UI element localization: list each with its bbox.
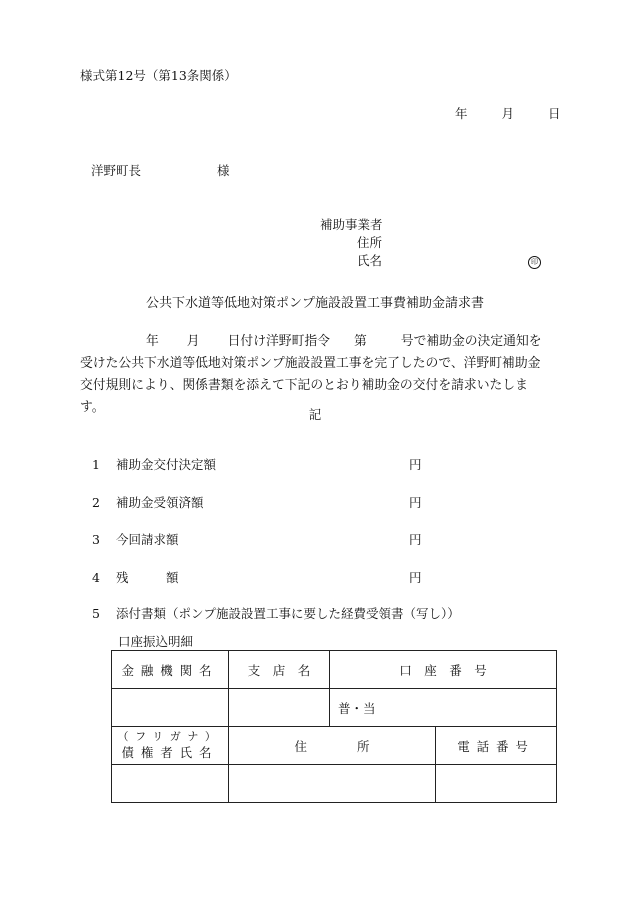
body-rest: 号で補助金の決定通知を受けた公共下水道等低地対策ポンプ施設設置工事を完了したので、洋野町補助金交付規則により、関係書類を添えて下記のとおり補助金の交付を請求いたします。: [80, 334, 542, 415]
table-row: [112, 651, 557, 689]
holder-name-label: 債権者氏名: [121, 744, 219, 760]
body-year: 年: [146, 334, 159, 349]
addressee-honorific: 様: [217, 163, 230, 178]
furigana-label: （フリガナ）: [117, 729, 223, 743]
form-number: 様式第12号（第13条関係）: [80, 68, 237, 83]
ki-heading: 記: [308, 407, 322, 422]
item-row: 4 残 額 円: [92, 570, 422, 585]
branch-cell: [229, 689, 330, 727]
item-row: 1 補助金交付決定額 円: [92, 457, 422, 472]
phone-header: 電話番号: [436, 727, 557, 765]
body-dai: 第: [353, 334, 367, 349]
body-date-text: 日付け洋野町指令: [227, 334, 330, 349]
body-month: 月: [186, 334, 200, 349]
date-day: 日: [547, 106, 561, 121]
table-row: [112, 689, 557, 727]
item-row: 2 補助金受領済額 円: [92, 495, 422, 510]
date-month: 月: [501, 106, 514, 121]
date-year: 年: [455, 106, 468, 121]
address-cell: [229, 765, 436, 803]
table-row: [112, 727, 557, 765]
item-row: 5 添付書類（ポンプ施設設置工事に要した経費受領書（写し））: [92, 606, 460, 621]
addressee: [91, 161, 230, 179]
bank-title: 口座振込明細: [118, 634, 194, 649]
holder-name-cell: [112, 765, 229, 803]
document-title: 公共下水道等低地対策ポンプ施設設置工事費補助金請求書: [145, 296, 484, 311]
table-row: [112, 765, 557, 803]
applicant-role: 補助事業者: [320, 217, 383, 232]
applicant-block: [320, 216, 383, 270]
branch-header: 支 店 名: [229, 651, 330, 689]
addressee-name: 洋野町長: [91, 163, 142, 178]
item-row: 3 今回請求額 円: [92, 532, 422, 547]
address-header: 住 所: [229, 727, 436, 765]
holder-name-header: [112, 727, 229, 765]
applicant-address-label: 住所: [357, 235, 383, 250]
account-type-cell: 普・当: [330, 689, 557, 727]
bank-table: [111, 650, 557, 803]
institution-cell: [112, 689, 229, 727]
phone-cell: [436, 765, 557, 803]
institution-header: 金融機関名: [112, 651, 229, 689]
seal-mark: 印: [528, 256, 541, 269]
date-line: [455, 104, 560, 122]
applicant-name-label: 氏名: [357, 253, 383, 268]
account-number-header: 口 座 番 号: [330, 651, 557, 689]
